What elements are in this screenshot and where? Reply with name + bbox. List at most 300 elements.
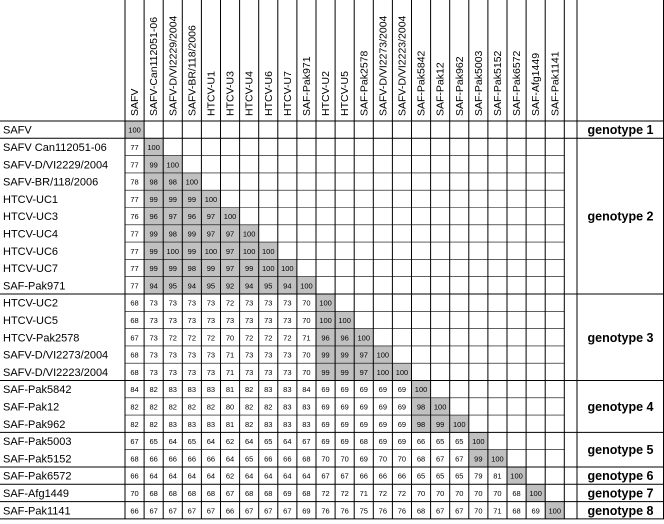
matrix-value: 82	[244, 402, 254, 412]
matrix-value: 68	[416, 454, 426, 464]
genotype-label: genotype 6	[587, 469, 654, 484]
matrix-value: 73	[149, 315, 158, 325]
matrix-value: 64	[283, 471, 292, 481]
matrix-value: 64	[244, 471, 254, 481]
matrix-value: 64	[187, 471, 197, 481]
column-header: SAF-Pak1141	[549, 51, 562, 116]
matrix-value: 70	[302, 350, 311, 360]
column-header: HTCV-U1	[205, 71, 218, 116]
matrix-value: 70	[302, 367, 311, 377]
matrix-value: 100	[242, 246, 256, 256]
matrix-value: 77	[130, 246, 139, 256]
column-header: SAFV-D/VI2229/2004	[167, 15, 180, 116]
matrix-value: 100	[319, 315, 332, 325]
matrix-value: 100	[128, 125, 141, 135]
matrix-value: 97	[168, 212, 177, 222]
row-label: HTCV-UC2	[3, 297, 59, 310]
genotype-label: genotype 5	[587, 443, 654, 458]
matrix-value: 65	[416, 471, 426, 481]
matrix-value: 98	[416, 419, 426, 429]
matrix-value: 94	[283, 281, 292, 291]
column-header: SAF-Pak962	[453, 56, 466, 116]
matrix-value: 69	[321, 385, 330, 395]
matrix-value: 97	[225, 246, 235, 256]
matrix-value: 99	[168, 194, 177, 204]
matrix-value: 72	[168, 333, 177, 343]
matrix-value: 68	[512, 488, 521, 498]
matrix-value: 76	[340, 506, 349, 516]
matrix-value: 82	[130, 419, 139, 429]
column-header: SAFV-D/VI2273/2004	[377, 15, 390, 116]
matrix-value: 83	[206, 385, 216, 395]
matrix-value: 68	[149, 488, 158, 498]
matrix-value: 67	[244, 506, 254, 516]
matrix-value: 100	[376, 350, 390, 360]
matrix-value: 72	[225, 298, 235, 308]
matrix-value: 100	[204, 194, 218, 204]
row-label: SAF-Afg1449	[3, 487, 70, 500]
matrix-value: 71	[225, 367, 235, 377]
matrix-value: 64	[206, 471, 216, 481]
matrix-value: 99	[206, 264, 216, 274]
matrix-value: 83	[302, 402, 311, 412]
matrix-value: 99	[168, 264, 177, 274]
matrix-value: 73	[149, 350, 158, 360]
matrix-value: 71	[359, 488, 368, 498]
matrix-value: 73	[283, 367, 292, 377]
matrix-value: 67	[340, 471, 349, 481]
row-label: HTCV-UC1	[3, 193, 59, 206]
matrix-value: 100	[204, 246, 218, 256]
matrix-value: 64	[264, 471, 273, 481]
matrix-value: 79	[474, 471, 483, 481]
matrix-value: 100	[166, 160, 180, 170]
matrix-value: 66	[264, 454, 273, 464]
matrix-value: 99	[244, 264, 254, 274]
matrix-value: 100	[376, 367, 390, 377]
matrix-value: 64	[302, 471, 311, 481]
matrix-value: 69	[283, 488, 292, 498]
matrix-value: 65	[435, 437, 445, 447]
matrix-value: 70	[474, 488, 483, 498]
matrix-value: 84	[302, 385, 311, 395]
matrix-value: 83	[283, 402, 292, 412]
column-header: SAF-Pak5842	[415, 50, 428, 116]
matrix-value: 82	[149, 385, 158, 395]
matrix-value: 98	[149, 177, 158, 187]
matrix-value: 98	[187, 264, 197, 274]
column-header: SAF-Pak5003	[472, 50, 485, 116]
matrix-value: 66	[130, 471, 139, 481]
column-header: HTCV-U3	[224, 71, 237, 116]
matrix-value: 67	[283, 506, 292, 516]
matrix-value: 83	[283, 385, 292, 395]
matrix-value: 77	[130, 264, 139, 274]
matrix-value: 95	[206, 281, 216, 291]
matrix-value: 65	[455, 471, 464, 481]
row-label: SAF-Pak5003	[3, 436, 72, 449]
row-label: SAF-Pak5842	[3, 384, 72, 397]
matrix-value: 73	[187, 350, 197, 360]
matrix-value: 83	[187, 419, 197, 429]
matrix-value: 82	[244, 419, 254, 429]
matrix-value: 94	[149, 281, 158, 291]
matrix-value: 68	[130, 367, 139, 377]
matrix-value: 72	[378, 488, 388, 498]
row-label: HTCV-UC5	[3, 314, 59, 327]
matrix-value: 69	[340, 437, 349, 447]
matrix-value: 70	[493, 488, 502, 498]
matrix-value: 66	[168, 454, 177, 464]
row-label: SAFV-D/VI2273/2004	[3, 349, 109, 362]
matrix-value: 73	[206, 367, 216, 377]
matrix-value: 68	[416, 506, 426, 516]
matrix-value: 66	[187, 454, 197, 464]
matrix-value: 92	[225, 281, 235, 291]
matrix-value: 68	[130, 298, 139, 308]
matrix-value: 82	[264, 402, 273, 412]
matrix-value: 99	[187, 194, 197, 204]
row-label: HTCV-UC4	[3, 228, 59, 241]
matrix-value: 100	[166, 246, 180, 256]
matrix-value: 70	[321, 454, 330, 464]
matrix-value: 73	[264, 367, 273, 377]
matrix-value: 100	[491, 454, 504, 464]
matrix-value: 77	[130, 229, 139, 239]
matrix-value: 83	[283, 419, 292, 429]
matrix-value: 77	[130, 142, 139, 152]
matrix-value: 73	[264, 350, 273, 360]
matrix-value: 97	[206, 212, 216, 222]
matrix-value: 83	[206, 419, 216, 429]
matrix-value: 82	[149, 402, 158, 412]
matrix-value: 99	[474, 454, 483, 464]
matrix-value: 73	[149, 333, 158, 343]
matrix-value: 68	[206, 488, 216, 498]
matrix-value: 72	[397, 488, 407, 498]
matrix-value: 73	[187, 298, 197, 308]
matrix-value: 69	[378, 402, 388, 412]
matrix-value: 73	[283, 350, 292, 360]
column-header: HTCV-U4	[243, 71, 256, 116]
genotype-label: genotype 8	[587, 503, 654, 518]
matrix-value: 71	[225, 350, 235, 360]
matrix-value: 73	[168, 298, 177, 308]
matrix-value: 62	[225, 437, 235, 447]
matrix-value: 68	[302, 488, 311, 498]
matrix-value: 97	[225, 229, 235, 239]
matrix-value: 70	[474, 506, 483, 516]
matrix-value: 66	[130, 506, 139, 516]
matrix-value: 100	[395, 367, 409, 377]
matrix-value: 82	[168, 402, 177, 412]
matrix-value: 100	[319, 298, 332, 308]
matrix-value: 66	[206, 454, 216, 464]
matrix-value: 66	[149, 454, 158, 464]
column-header: SAF-Pak12	[434, 62, 447, 116]
matrix-value: 70	[225, 333, 235, 343]
column-header: HTCV-U6	[262, 71, 275, 116]
matrix-value: 69	[359, 419, 368, 429]
matrix-value: 76	[378, 506, 388, 516]
matrix-value: 98	[168, 177, 177, 187]
matrix-value: 100	[185, 177, 199, 187]
genotype-label: genotype 7	[587, 486, 654, 501]
matrix-value: 69	[378, 437, 388, 447]
column-header: HTCV-U7	[281, 71, 294, 116]
matrix-value: 69	[397, 402, 407, 412]
column-header: SAFV	[129, 88, 142, 116]
matrix-value: 81	[225, 419, 235, 429]
column-header: SAF-Pak5152	[491, 50, 504, 116]
matrix-value: 99	[149, 160, 158, 170]
matrix-value: 78	[130, 177, 139, 187]
matrix-value: 77	[130, 194, 139, 204]
row-label: SAFV	[3, 124, 32, 137]
matrix-value: 73	[244, 315, 254, 325]
column-header: SAF-Afg1449	[530, 52, 543, 116]
matrix-value: 84	[130, 385, 139, 395]
matrix-value: 77	[130, 160, 139, 170]
matrix-value: 96	[340, 333, 349, 343]
row-label: SAFV-D/VI2229/2004	[3, 159, 109, 172]
matrix-value: 76	[130, 212, 139, 222]
matrix-value: 73	[283, 315, 292, 325]
row-label: SAFV Can112051-06	[3, 141, 107, 154]
matrix-value: 73	[149, 367, 158, 377]
matrix-value: 67	[435, 454, 445, 464]
matrix-value: 70	[455, 488, 464, 498]
matrix-value: 99	[149, 194, 158, 204]
matrix-value: 99	[149, 246, 158, 256]
matrix-value: 100	[300, 281, 313, 291]
matrix-value: 69	[397, 385, 407, 395]
matrix-value: 95	[168, 281, 177, 291]
matrix-value: 99	[149, 229, 158, 239]
matrix-value: 66	[283, 454, 292, 464]
matrix-value: 82	[187, 402, 197, 412]
matrix-value: 68	[168, 488, 177, 498]
matrix-value: 100	[261, 246, 275, 256]
matrix-value: 97	[359, 350, 368, 360]
matrix-value: 69	[359, 385, 368, 395]
column-header: HTCV-U5	[339, 71, 352, 116]
matrix-value: 65	[264, 437, 273, 447]
matrix-value: 67	[455, 454, 464, 464]
matrix-value: 94	[244, 281, 254, 291]
matrix-value: 73	[168, 367, 177, 377]
matrix-value: 67	[130, 437, 139, 447]
matrix-value: 67	[302, 437, 311, 447]
row-label: HTCV-UC7	[3, 263, 59, 276]
matrix-value: 81	[225, 385, 235, 395]
matrix-value: 100	[529, 488, 542, 498]
matrix-value: 70	[397, 454, 407, 464]
matrix-value: 70	[130, 488, 139, 498]
matrix-value: 100	[510, 471, 523, 481]
matrix-value: 70	[340, 454, 349, 464]
matrix-value: 94	[187, 281, 197, 291]
matrix-value: 67	[225, 488, 235, 498]
matrix-value: 64	[149, 471, 158, 481]
genotype-label: genotype 4	[587, 399, 654, 414]
matrix-value: 64	[225, 454, 235, 464]
matrix-value: 68	[130, 454, 139, 464]
matrix-value: 100	[147, 142, 160, 152]
matrix-value: 68	[187, 488, 197, 498]
matrix-value: 65	[187, 437, 197, 447]
matrix-value: 69	[359, 402, 368, 412]
genotype-label: genotype 2	[587, 209, 654, 224]
matrix-value: 66	[225, 506, 235, 516]
matrix-value: 65	[435, 471, 445, 481]
matrix-value: 67	[206, 506, 216, 516]
matrix-value: 100	[548, 506, 562, 516]
matrix-value: 68	[130, 315, 139, 325]
matrix-value: 72	[283, 333, 292, 343]
matrix-value: 100	[281, 264, 294, 274]
matrix-value: 99	[187, 246, 197, 256]
matrix-value: 73	[225, 315, 235, 325]
row-label: SAF-Pak1141	[3, 505, 71, 518]
matrix-value: 83	[187, 385, 197, 395]
matrix-value: 97	[225, 264, 235, 274]
matrix-value: 73	[168, 350, 177, 360]
matrix-value: 70	[435, 488, 445, 498]
matrix-value: 100	[223, 212, 237, 222]
matrix-value: 69	[397, 419, 407, 429]
matrix-value: 69	[359, 454, 368, 464]
matrix-value: 100	[452, 419, 466, 429]
matrix-value: 77	[130, 281, 139, 291]
matrix-value: 97	[359, 367, 368, 377]
genotype-label: genotype 3	[587, 330, 654, 345]
matrix-value: 67	[168, 506, 177, 516]
matrix-value: 69	[340, 419, 349, 429]
matrix-value: 69	[340, 402, 349, 412]
matrix-value: 67	[321, 471, 330, 481]
column-header: SAFV-Can112051-06	[148, 16, 161, 116]
matrix-value: 99	[187, 229, 197, 239]
matrix-value: 82	[130, 402, 139, 412]
matrix-value: 73	[264, 315, 273, 325]
matrix-value: 64	[283, 437, 292, 447]
column-header: SAFV-BR/118/2006	[186, 25, 199, 116]
matrix-value: 69	[321, 402, 330, 412]
row-label: SAF-Pak12	[3, 401, 60, 414]
matrix-value: 69	[531, 506, 540, 516]
matrix-value: 66	[378, 471, 388, 481]
matrix-value: 83	[264, 385, 273, 395]
matrix-value: 76	[321, 506, 330, 516]
matrix-value: 65	[455, 437, 464, 447]
matrix-value: 69	[321, 437, 330, 447]
matrix-value: 65	[244, 454, 254, 464]
matrix-value: 70	[416, 488, 426, 498]
matrix-value: 73	[187, 315, 197, 325]
column-header: SAF-Pak971	[300, 56, 313, 116]
matrix-value: 69	[302, 506, 311, 516]
matrix-value: 100	[433, 402, 447, 412]
row-label: HTCV-UC6	[3, 245, 59, 258]
matrix-value: 100	[338, 315, 351, 325]
matrix-value: 70	[302, 315, 311, 325]
matrix-value: 69	[378, 419, 388, 429]
matrix-value: 73	[244, 298, 254, 308]
matrix-value: 83	[168, 385, 177, 395]
matrix-value: 100	[242, 229, 256, 239]
column-header: SAFV-D/VI2223/2004	[396, 15, 409, 116]
matrix-value: 81	[493, 471, 502, 481]
matrix-value: 67	[435, 506, 445, 516]
row-label: HTCV-Pak2578	[3, 332, 80, 345]
matrix-value: 98	[168, 229, 177, 239]
matrix-value: 96	[321, 333, 330, 343]
matrix-value: 100	[472, 437, 485, 447]
matrix-value: 68	[264, 488, 273, 498]
matrix-value: 100	[414, 385, 428, 395]
matrix-value: 80	[225, 402, 235, 412]
column-header: SAF-Pak6572	[511, 50, 524, 116]
matrix-value: 99	[321, 367, 330, 377]
matrix-value: 73	[206, 315, 216, 325]
matrix-value: 69	[321, 419, 330, 429]
matrix-value: 76	[397, 506, 407, 516]
matrix-value: 64	[206, 437, 216, 447]
matrix-value: 73	[168, 315, 177, 325]
genotype-label: genotype 1	[587, 123, 654, 138]
matrix-value: 99	[435, 419, 445, 429]
matrix-value: 72	[321, 488, 330, 498]
matrix-value: 67	[264, 506, 273, 516]
row-label: SAF-Pak962	[3, 418, 66, 431]
matrix-value: 67	[149, 506, 158, 516]
matrix-value: 83	[302, 419, 311, 429]
row-label: SAFV-BR/118/2006	[3, 176, 99, 189]
matrix-value: 96	[149, 212, 158, 222]
matrix-value: 65	[149, 437, 158, 447]
matrix-value: 73	[206, 298, 216, 308]
matrix-value: 71	[302, 333, 311, 343]
matrix-value: 73	[244, 350, 254, 360]
matrix-value: 64	[244, 437, 254, 447]
matrix-value: 83	[264, 419, 273, 429]
matrix-value: 99	[149, 264, 158, 274]
matrix-value: 72	[264, 333, 273, 343]
matrix-value: 69	[378, 385, 388, 395]
matrix-value: 68	[302, 454, 311, 464]
matrix-value: 100	[357, 333, 371, 343]
matrix-value: 82	[244, 385, 254, 395]
matrix-value: 75	[359, 506, 368, 516]
matrix-value: 70	[378, 454, 388, 464]
matrix-value: 70	[302, 298, 311, 308]
matrix-value: 72	[206, 333, 216, 343]
matrix-value: 67	[455, 506, 464, 516]
matrix-value: 69	[397, 437, 407, 447]
matrix-value: 64	[168, 437, 177, 447]
matrix-value: 72	[187, 333, 197, 343]
matrix-value: 66	[397, 471, 407, 481]
matrix-value: 99	[340, 367, 349, 377]
matrix-value: 68	[359, 437, 368, 447]
matrix-value: 82	[149, 419, 158, 429]
row-label: SAF-Pak6572	[3, 470, 72, 483]
matrix-value: 99	[340, 350, 349, 360]
matrix-value: 68	[512, 506, 521, 516]
matrix-value: 95	[264, 281, 273, 291]
matrix-value: 73	[187, 367, 197, 377]
